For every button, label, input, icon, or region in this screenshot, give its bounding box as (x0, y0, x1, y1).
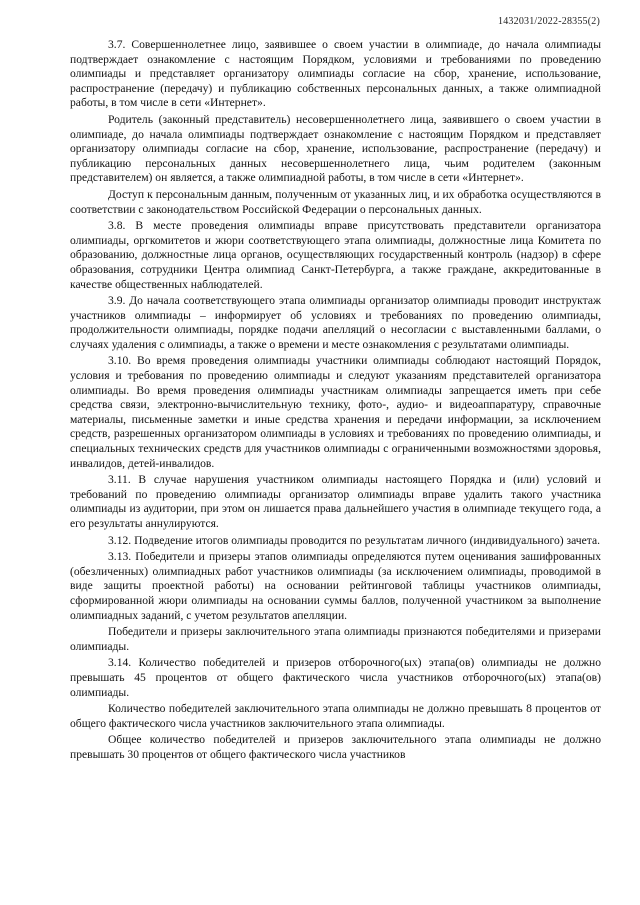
paragraph-3-14: 3.14. Количество победителей и призеров отборочного(ых) этапа(ов) олимпиады не должно превышать 45 процентов от общего фактического числа участников отборочного(ых) этапа(ов) олимпиады. (70, 656, 601, 699)
paragraph-3-8: 3.8. В месте проведения олимпиады вправе присутствовать представители организатора олимпиады, оргкомитетов и жюри соответствующего этапа олимпиады, должностные лица Комитета по образованию, должностные лица органов, осуществляющих государственный контроль (надзор) в сфере образования, сотрудники Центра олимпиад Санкт-Петербурга, а также граждане, аккредитованные в качестве общественных наблюдателей. (70, 219, 601, 291)
paragraph-3-13: 3.13. Победители и призеры этапов олимпиады определяются путем оценивания зашифрованных (обезличенных) олимпиадных работ участников олимпиады (за исключением олимпиады, проводимой в виде защиты проектной работы) на основании рейтинговой таблицы участников олимпиады, сформированной жюри олимпиады на основании суммы баллов, полученной участником за выполнение олимпиадных заданий, с учетом результатов апелляции. (70, 550, 601, 622)
paragraph-parent-consent: Родитель (законный представитель) несовершеннолетнего лица, заявившего о своем участии в олимпиаде, до начала олимпиады подтверждает ознакомление с настоящим Порядком и представляет организатору олимпиады согласие на сбор, хранение, использование, распространение (передачу) и публикацию персональных данных несовершеннолетнего лица, чьим родителем (законным представителем) он является, а также олимпиадной работы, в том числе в сети «Интернет». (70, 112, 601, 185)
paragraph-final-winners: Победители и призеры заключительного этапа олимпиады признаются победителями и призерами олимпиады. (70, 625, 601, 653)
document-number: 1432031/2022-28355(2) (498, 16, 600, 27)
document-body (70, 38, 601, 765)
paragraph-total-limit: Общее количество победителей и призеров заключительного этапа олимпиады не должно превышать 30 процентов от общего фактического числа участников (70, 733, 601, 761)
paragraph-3-12: 3.12. Подведение итогов олимпиады проводится по результатам личного (индивидуального) зачета. (108, 533, 601, 547)
paragraph-personal-data-access: Доступ к персональным данным, полученным от указанных лиц, и их обработка осуществляются в соответствии с законодательством Российской Федерации о персональных данных. (70, 187, 601, 216)
paragraph-3-9: 3.9. До начала соответствующего этапа олимпиады организатор олимпиады проводит инструктаж участников олимпиады – информирует об условиях и требованиях по проведению олимпиады, продолжительности олимпиады, порядке подачи апелляций о несогласии с выставленными баллами, о случаях удаления с олимпиады, а также о времени и месте ознакомления с результатами олимпиады. (70, 294, 601, 351)
paragraph-3-10: 3.10. Во время проведения олимпиады участники олимпиады соблюдают настоящий Порядок, условия и требования по проведению олимпиады и следуют указаниям представителей организатора олимпиады. Во время проведения олимпиады участникам олимпиады запрещается иметь при себе средства связи, электронно-вычислительную технику, фото-, аудио- и видеоаппаратуру, справочные материалы, письменные заметки и иные средства хранения и передачи информации, за исключением средств, разрешенных организатором олимпиады в условиях и требованиях по проведению олимпиады, и специальных технических средств для участников олимпиады с ограниченными возможностями здоровья, инвалидов, детей-инвалидов. (70, 354, 601, 470)
paragraph-3-11: 3.11. В случае нарушения участником олимпиады настоящего Порядка и (или) условий и требований по проведению олимпиады организатор олимпиады вправе удалить такого участника олимпиады из аудитории, при этом он лишается права дальнейшего участия в олимпиаде текущего года, а его результаты аннулируются. (70, 473, 601, 530)
paragraph-final-stage-limit: Количество победителей заключительного этапа олимпиады не должно превышать 8 процентов от общего фактического числа участников заключительного этапа олимпиады. (70, 702, 601, 730)
paragraph-3-7: 3.7. Совершеннолетнее лицо, заявившее о своем участии в олимпиаде, до начала олимпиады подтверждает ознакомление с настоящим Порядком, условиями и требованиями по проведению олимпиады и представляет организатору олимпиады согласие на сбор, хранение, использование, распространение (передачу) и публикацию собственных персональных данных, а также олимпиадной работы, в том числе в сети «Интернет». (70, 38, 601, 110)
